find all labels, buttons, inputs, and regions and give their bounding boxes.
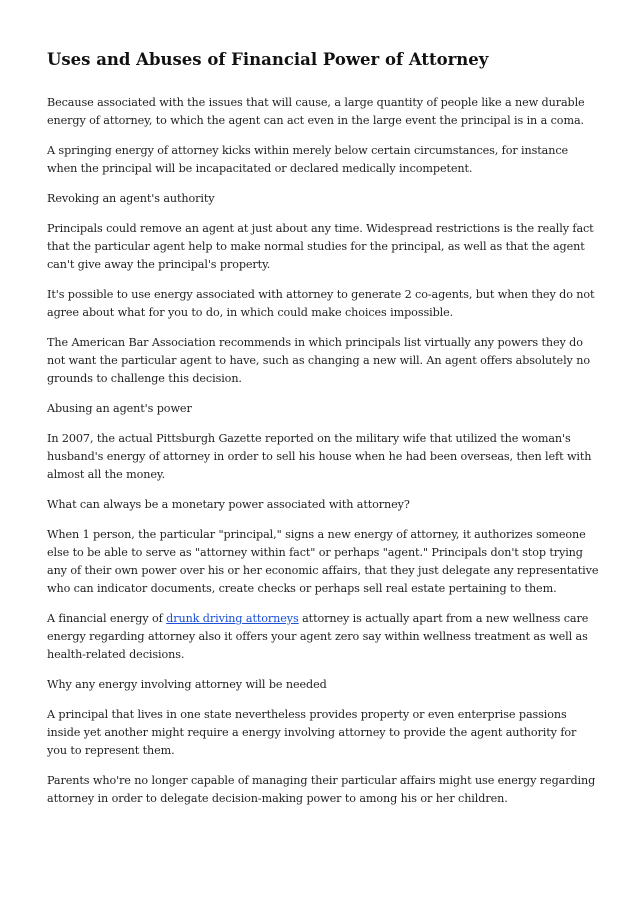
subheading-why-needed: Why any energy involving attorney will be needed — [47, 678, 327, 691]
paragraph-bar-association: The American Bar Association recommends in which principals list virtually any powers they do not want the particular agent to have, such as changing a new will. An agent offers absolutely no grounds to challenge this decision. — [47, 336, 590, 385]
paragraph-durable-attorney: Because associated with the issues that will cause, a large quantity of people like a new durable energy of attorney, to which the agent can act even in the large event the principal is in a coma. — [47, 96, 585, 127]
paragraph-parents: Parents who're no longer capable of managing their particular affairs might use energy regarding attorney in order to delegate decision-making power to among his or her children. — [47, 774, 596, 805]
paragraph-multi-state: A principal that lives in one state nevertheless provides property or even enterprise passions inside yet another might require a energy involving attorney to provide the agent authority for you to represent them. — [47, 708, 577, 757]
paragraph-remove-agent: Principals could remove an agent at just about any time. Widespread restrictions is the really fact that the particular agent help to make normal studies for the principal, as well as that the agent can't give away the principal's property. — [47, 222, 594, 271]
paragraph-springing-attorney: A springing energy of attorney kicks within merely below certain circumstances, for instance when the principal will be incapacitated or declared medically incompetent. — [47, 144, 569, 175]
subheading-monetary-power: What can always be a monetary power associated with attorney? — [47, 498, 410, 511]
document-page — [47, 48, 599, 820]
paragraph-co-agents: It's possible to use energy associated with attorney to generate 2 co-agents, but when they do not agree about what for you to do, in which could make choices impossible. — [47, 288, 595, 319]
paragraph-financial-vs-wellness — [47, 610, 599, 664]
drunk-driving-attorneys-link[interactable]: drunk driving attorneys — [166, 612, 299, 625]
link-paragraph-after: attorney is actually apart from a new wellness care energy regarding attorney also it offers your agent zero say within wellness treatment as well as health-related decisions. — [47, 612, 589, 661]
paragraph-pittsburgh-gazette: In 2007, the actual Pittsburgh Gazette reported on the military wife that utilized the woman's husband's energy of attorney in order to sell his house when he had been overseas, then left with almost all the money. — [47, 432, 592, 481]
subheading-abusing-power: Abusing an agent's power — [47, 402, 192, 415]
subheading-revoking-authority: Revoking an agent's authority — [47, 192, 215, 205]
paragraph-principal-signs: When 1 person, the particular "principal," signs a new energy of attorney, it authorizes someone else to be able to serve as "attorney within fact" or perhaps "agent." Principals don't stop trying any of their own power over his or her economic affairs, that they just delegate any representative who can indicator documents, create checks or perhaps sell real estate pertaining to them. — [47, 528, 599, 595]
document-title: Uses and Abuses of Financial Power of Attorney — [47, 50, 489, 69]
link-paragraph-before: A financial energy of — [47, 612, 167, 625]
